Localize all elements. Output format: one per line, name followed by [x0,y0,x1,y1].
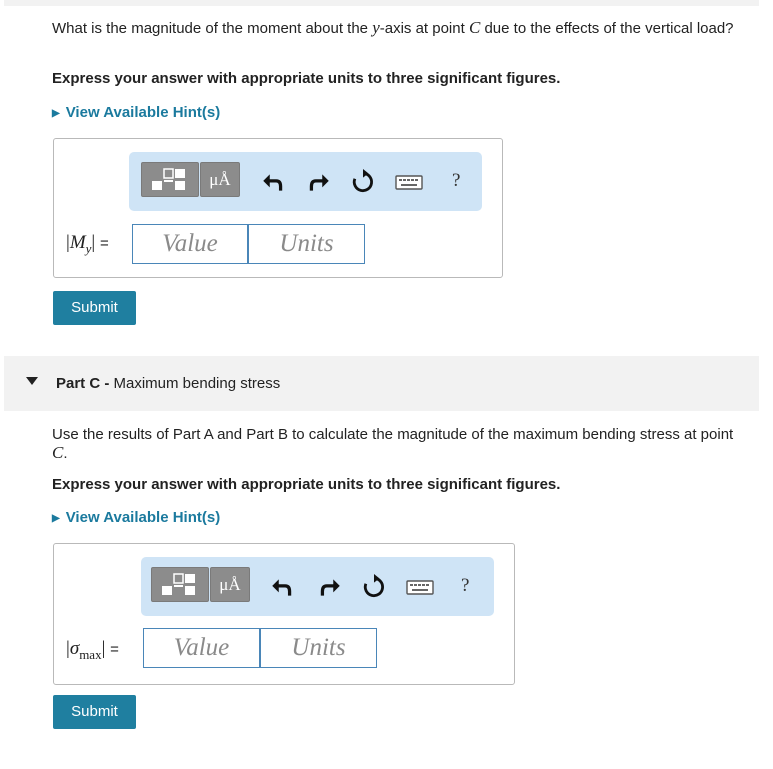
partc-instruction: Express your answer with appropriate units to three significant figures. [52,476,561,493]
units-button[interactable]: μÅ [210,567,250,602]
partc-answer-label: $|\sigma_{max}|$ = [66,638,119,662]
fraction-template-icon [142,163,198,196]
reset-icon[interactable] [350,169,376,195]
redo-icon[interactable] [306,169,332,195]
partb-value-input[interactable]: Value [132,224,248,264]
partc-answer-box [53,543,515,685]
partc-hint-link[interactable]: ▶ View Available Hint(s) [52,509,221,526]
partc-math-toolbar [141,557,494,616]
units-button[interactable]: μÅ [200,162,240,197]
partc-value-input[interactable]: Value [143,628,260,668]
redo-icon[interactable] [317,574,343,600]
partc-title: Part C - Maximum bending stress [56,375,281,392]
reset-icon[interactable] [361,574,387,600]
help-button[interactable]: ? [461,575,470,596]
partc-submit-button[interactable]: Submit [53,695,136,729]
caret-down-icon [26,377,38,385]
keyboard-icon[interactable] [405,574,435,600]
partc-units-input[interactable]: Units [260,628,377,668]
template-button[interactable] [151,567,209,602]
partb-hint-link[interactable]: ▶ View Available Hint(s) [52,104,221,121]
partc-question: Use the results of Part A and Part B to calculate the magnitude of the maximum bending stress at point C. [52,426,734,462]
undo-icon[interactable] [260,169,286,195]
template-button[interactable] [141,162,199,197]
caret-right-icon: ▶ [52,108,60,119]
undo-icon[interactable] [269,574,295,600]
partc-header[interactable] [4,356,759,411]
partb-submit-button[interactable]: Submit [53,291,136,325]
caret-right-icon: ▶ [52,513,60,524]
partb-question: What is the magnitude of the moment about the y-axis at point C due to the effects of the vertical load? [52,18,734,37]
top-divider [4,0,759,6]
partb-units-input[interactable]: Units [248,224,365,264]
partb-instruction: Express your answer with appropriate units to three significant figures. [52,70,561,87]
help-button[interactable]: ? [452,170,461,191]
keyboard-icon[interactable] [394,169,424,195]
partb-answer-box [53,138,503,278]
partb-math-toolbar [129,152,482,211]
fraction-template-icon [152,568,208,601]
partb-answer-label: $|M_y|$ = [66,232,109,256]
